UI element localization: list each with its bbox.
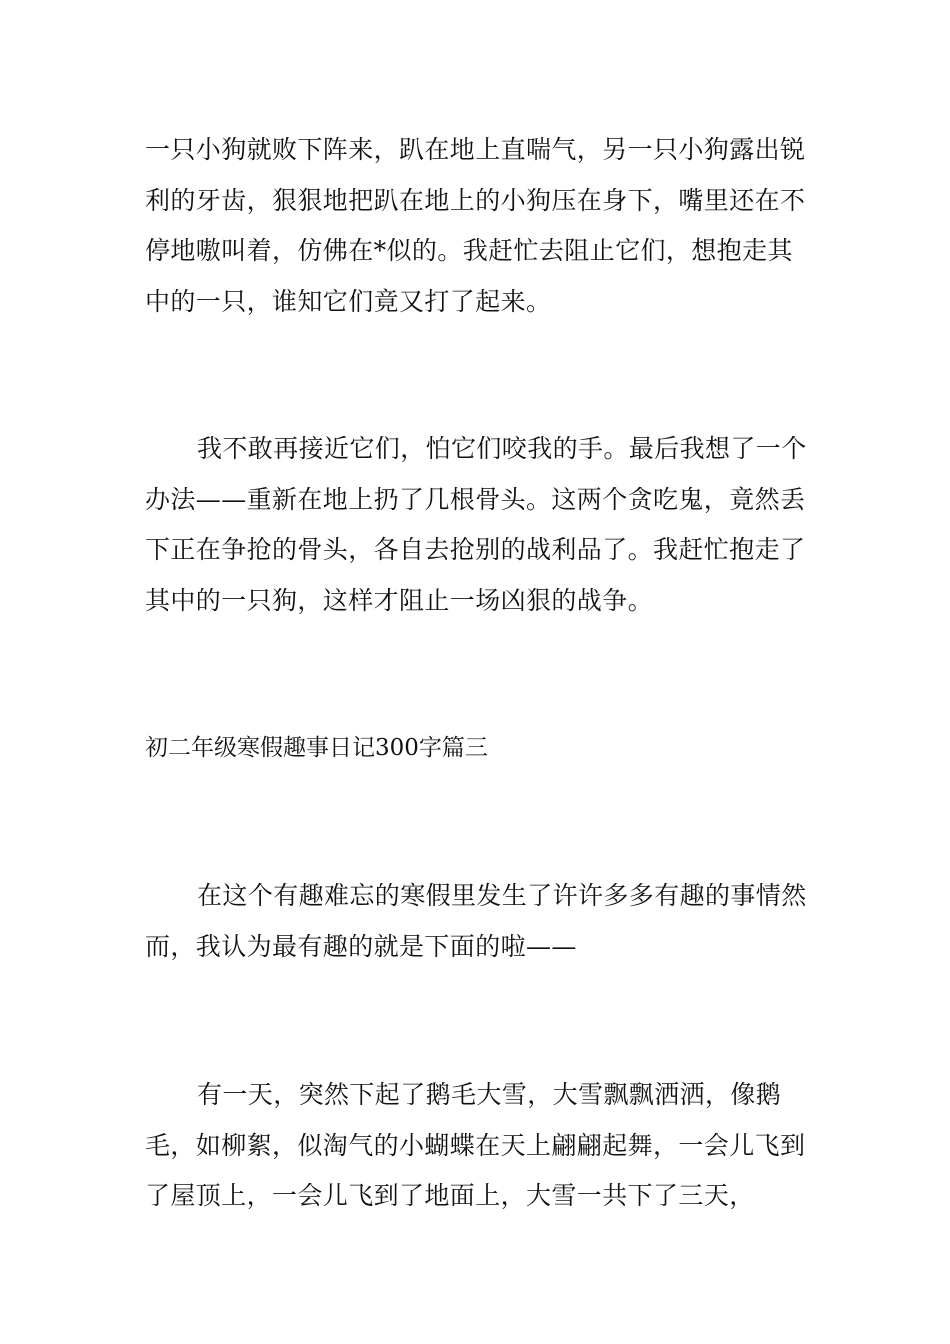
paragraph-snowfall: 有一天，突然下起了鹅毛大雪，大雪飘飘洒洒，像鹅毛，如柳絮，似淘气的小蝴蝶在天上翩翩起舞，一会儿飞到了屋顶上，一会儿飞到了地面上，大雪一共下了三天， — [145, 1080, 806, 1210]
paragraph-winter-intro: 在这个有趣难忘的寒假里发生了许许多多有趣的事情然而，我认为最有趣的就是下面的啦—— — [145, 881, 807, 961]
paragraph-dog-fight: 一只小狗就败下阵来，趴在地上直喘气，另一只小狗露出锐利的牙齿，狠狠地把趴在地上的小狗压在身下，嘴里还在不停地嗷叫着，仿佛在*似的。我赶忙去阻止它们，想抱走其中的一只，谁知它们竟又打了起来。 — [145, 135, 806, 316]
paragraph-bone-trick: 我不敢再接近它们，怕它们咬我的手。最后我想了一个办法——重新在地上扔了几根骨头。这两个贪吃鬼，竟然丢下正在争抢的骨头，各自去抢别的战利品了。我赶忙抱走了其中的一只狗，这样才阻止一场凶狠的战争。 — [145, 434, 807, 615]
section-heading: 初二年级寒假趣事日记300字篇三 — [145, 735, 488, 761]
